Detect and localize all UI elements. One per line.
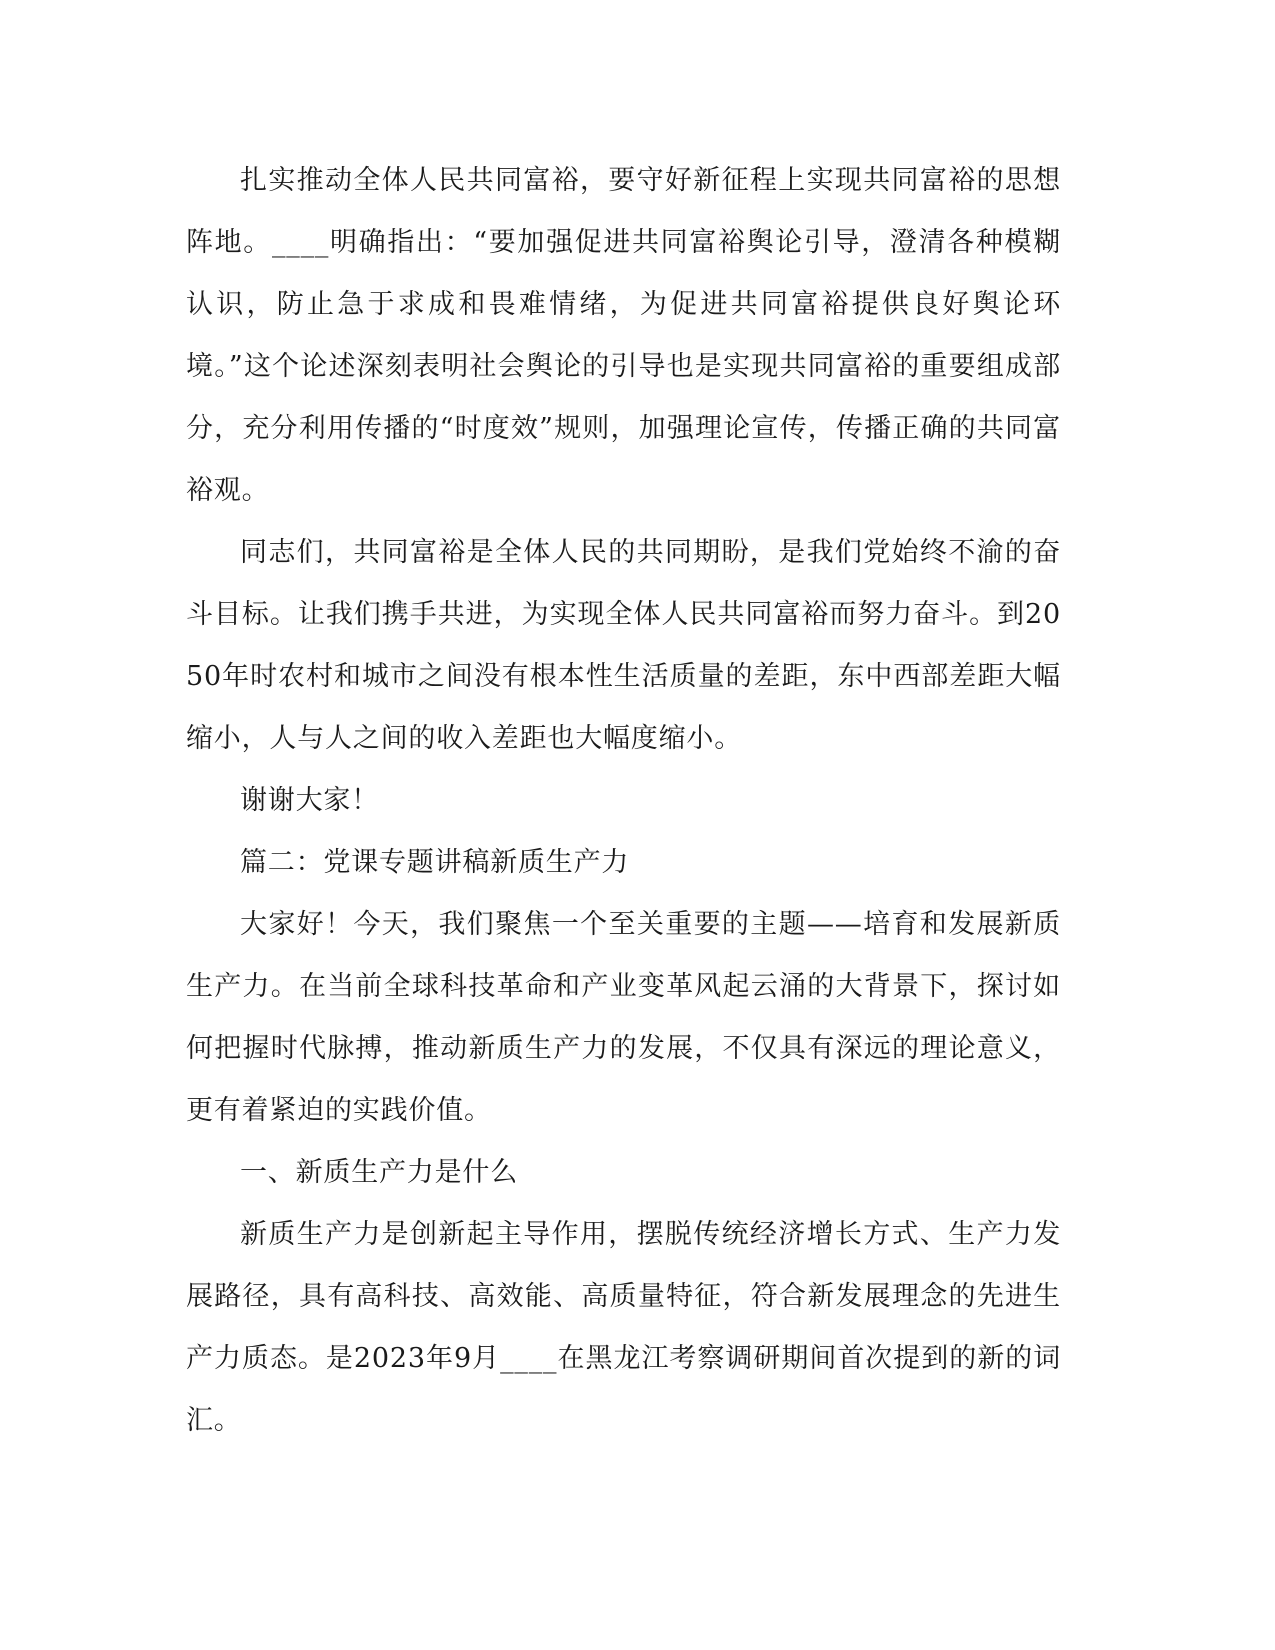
paragraph-greeting-intro: 大家好！今天，我们聚焦一个至关重要的主题——培育和发展新质生产力。在当前全球科技革命和产业变革风起云涌的大背景下，探讨如何把握时代脉搏，推动新质生产力的发展，不仅具有深远的理论意义，更有着紧迫的实践价值。 (186, 909, 1061, 1126)
subheading-what-is-new-productivity: 一、新质生产力是什么 (240, 1157, 518, 1188)
paragraph-thanks: 谢谢大家！ (240, 785, 379, 816)
section-heading-part-two: 篇二：党课专题讲稿新质生产力 (240, 847, 630, 878)
paragraph-comrades-goal: 同志们，共同富裕是全体人民的共同期盼，是我们党始终不渝的奋斗目标。让我们携手共进，为实现全体人民共同富裕而努力奋斗。到2050年时农村和城市之间没有根本性生活质量的差距，东中西部差距大幅缩小，人与人之间的收入差距也大幅度缩小。 (186, 537, 1061, 754)
document-body (186, 150, 1061, 1452)
paragraph-common-prosperity-ideology: 扎实推动全体人民共同富裕，要守好新征程上实现共同富裕的思想阵地。____明确指出：“要加强促进共同富裕舆论引导，澄清各种模糊认识，防止急于求成和畏难情绪，为促进共同富裕提供良好舆论环境。”这个论述深刻表明社会舆论的引导也是实现共同富裕的重要组成部分，充分利用传播的“时度效”规则，加强理论宣传，传播正确的共同富裕观。 (186, 165, 1061, 506)
paragraph-definition: 新质生产力是创新起主导作用，摆脱传统经济增长方式、生产力发展路径，具有高科技、高效能、高质量特征，符合新发展理念的先进生产力质态。是2023年9月____在黑龙江考察调研期间首次提到的新的词汇。 (186, 1219, 1061, 1436)
